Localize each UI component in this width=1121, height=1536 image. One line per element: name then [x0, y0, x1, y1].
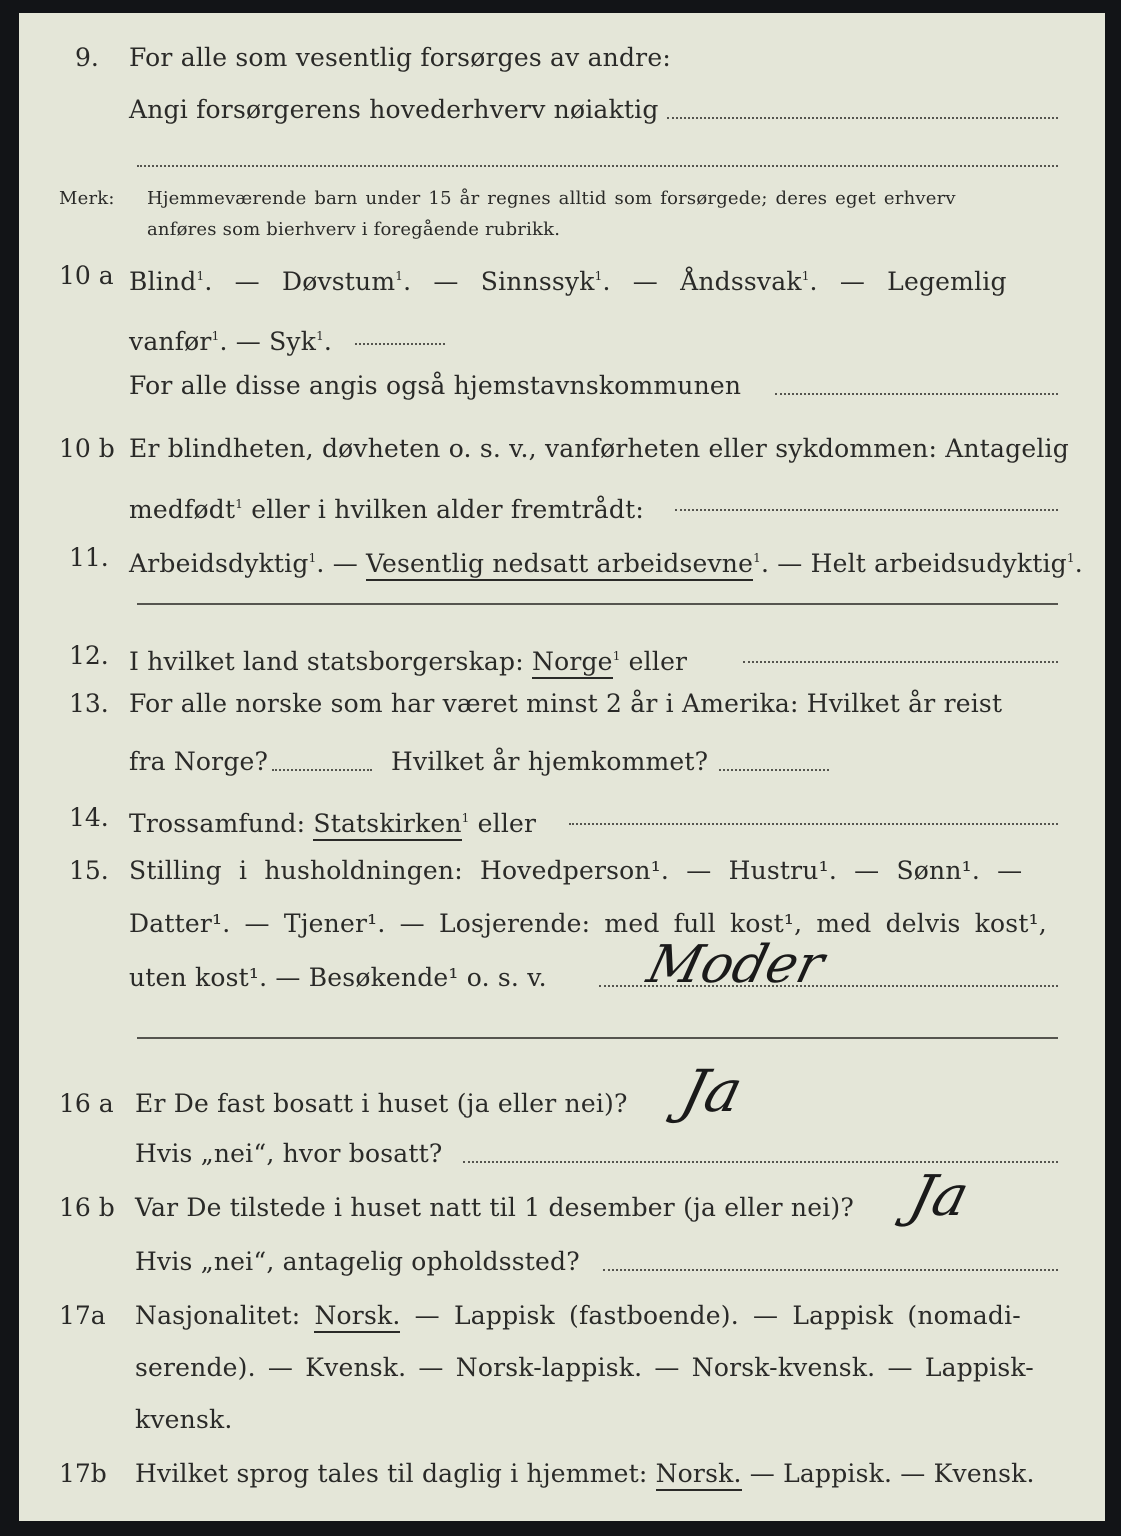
answer-line[interactable] — [463, 1161, 1058, 1163]
section-divider — [137, 1037, 1058, 1039]
answer-line[interactable] — [355, 343, 445, 345]
question-text: Hvis „nei“, hvor bosatt? — [135, 1139, 443, 1168]
question-text: Arbeidsdyktig$^1$. — Vesentlig nedsatt arbeidsevne$^1$. — Helt arbeidsudyktig$^1$. — [129, 543, 1083, 579]
section-divider — [137, 603, 1058, 605]
question-text: uten kost¹. — Besøkende¹ o. s. v. — [129, 963, 547, 992]
question-number: 9. — [75, 43, 99, 72]
question-text: For alle som vesentlig forsørges av andre: — [129, 43, 671, 72]
answer-line[interactable] — [775, 393, 1058, 395]
note-label: Merk: — [59, 188, 115, 209]
note-text: Hjemmeværende barn under 15 år regnes alltid som forsørgede; deres eget erhverv — [147, 188, 956, 209]
question-text: Nasjonalitet: Norsk. — Lappisk (fastboende). — Lappisk (nomadi- — [135, 1301, 1021, 1331]
question-text: Var De tilstede i huset natt til 1 desember (ja eller nei)? — [135, 1193, 854, 1222]
question-number: 17b — [59, 1459, 107, 1488]
note-text: anføres som bierhverv i foregående rubrikk. — [147, 219, 561, 240]
answer-line[interactable] — [272, 769, 372, 771]
answer-line[interactable] — [743, 661, 1058, 663]
question-number: 11. — [69, 543, 109, 572]
question-text: Hvis „nei“, antagelig opholdssted? — [135, 1247, 580, 1276]
question-text: vanfør$^1$. — Syk$^1$. — [129, 327, 333, 356]
answer-line[interactable] — [667, 117, 1058, 119]
answer-line[interactable] — [137, 165, 1058, 167]
question-number: 14. — [69, 803, 109, 832]
question-number: 10 a — [59, 261, 114, 290]
question-text: fra Norge? — [129, 747, 269, 776]
handwritten-answer: Ja — [903, 1164, 976, 1229]
underlined-answer: Norge — [532, 647, 613, 679]
handwritten-answer: Moder — [641, 935, 830, 995]
handwritten-answer: Ja — [674, 1057, 750, 1125]
underlined-answer: Vesentlig nedsatt arbeidsevne — [366, 549, 753, 581]
question-text: kvensk. — [135, 1405, 233, 1434]
question-text: For alle norske som har været minst 2 år i Amerika: Hvilket år reist — [129, 689, 1003, 718]
question-text: Trossamfund: Statskirken$^1$ eller — [129, 803, 536, 839]
question-text: For alle disse angis også hjemstavnskommunen — [129, 371, 742, 400]
question-number: 10 b — [59, 434, 115, 463]
answer-line[interactable] — [719, 769, 829, 771]
question-text: Blind$^1$. — Døvstum$^1$. — Sinnssyk$^1$. — Åndssvak$^1$. — Legemlig — [129, 267, 1007, 296]
question-number: 17a — [59, 1301, 106, 1330]
underlined-answer: Statskirken — [313, 809, 461, 841]
question-text: Angi forsørgerens hovederhverv nøiaktig — [129, 95, 659, 124]
answer-line[interactable] — [603, 1269, 1058, 1271]
question-number: 15. — [69, 856, 109, 885]
question-text: serende). — Kvensk. — Norsk-lappisk. — Norsk-kvensk. — Lappisk- — [135, 1353, 1034, 1382]
question-text: medfødt$^1$ eller i hvilken alder fremtrådt: — [129, 495, 644, 524]
question-text: Er De fast bosatt i huset (ja eller nei)? — [135, 1089, 628, 1118]
question-text: Hvilket år hjemkommet? — [391, 747, 709, 776]
answer-line[interactable] — [675, 509, 1058, 511]
answer-line[interactable] — [569, 823, 1058, 825]
underlined-answer: Norsk. — [656, 1459, 742, 1491]
question-text: Er blindheten, døvheten o. s. v., vanførheten eller sykdommen: Antagelig — [129, 434, 1069, 463]
question-text: Hvilket sprog tales til daglig i hjemmet: Norsk. — Lappisk. — Kvensk. — [135, 1459, 1035, 1489]
census-form-page — [19, 13, 1105, 1521]
question-number: 16 b — [59, 1193, 115, 1222]
question-text: Stilling i husholdningen: Hovedperson¹. — Hustru¹. — Sønn¹. — — [129, 856, 1023, 885]
underlined-answer: Norsk. — [314, 1301, 400, 1333]
question-text: I hvilket land statsborgerskap: Norge$^1$ eller — [129, 641, 687, 677]
question-number: 13. — [69, 689, 109, 718]
question-text: Datter¹. — Tjener¹. — Losjerende: med full kost¹, med delvis kost¹, — [129, 909, 1047, 938]
question-number: 12. — [69, 641, 109, 670]
question-number: 16 a — [59, 1089, 114, 1118]
